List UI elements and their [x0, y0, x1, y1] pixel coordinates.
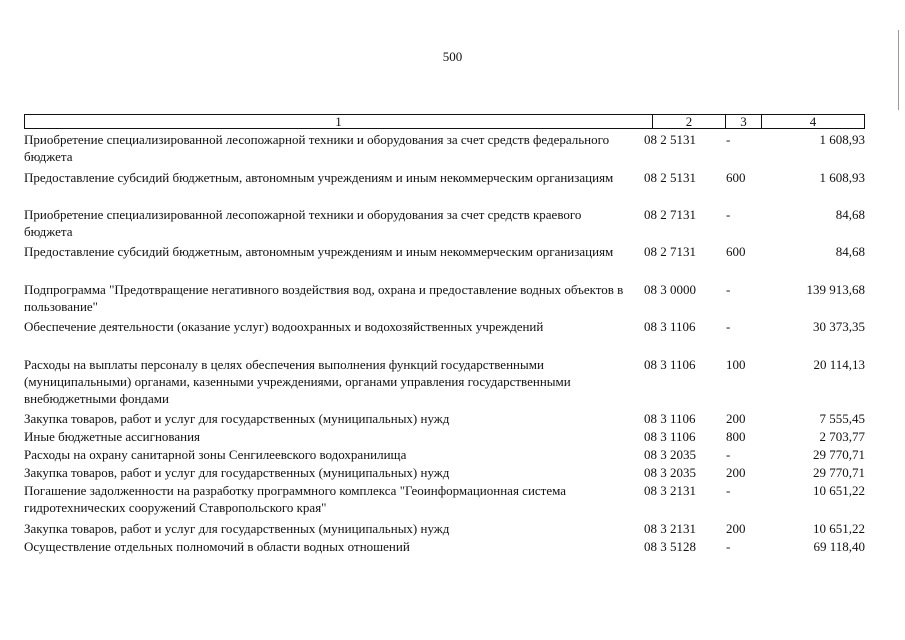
row-code: 08 3 2035: [644, 447, 696, 462]
row-code: 08 2 7131: [644, 207, 696, 222]
row-name: Предоставление субсидий бюджетным, автономным учреждениям и иным некоммерческим организациям: [24, 244, 614, 259]
table-row: [24, 482, 865, 520]
table-row: [24, 131, 865, 169]
header-col-4: 4: [809, 114, 817, 129]
row-code: 08 3 0000: [644, 282, 696, 297]
table-row: [24, 446, 865, 464]
row-sum: 10 651,22: [813, 483, 865, 498]
row-code: 08 2 5131: [644, 132, 696, 147]
row-code: 08 3 2131: [644, 483, 696, 498]
scan-edge-mark: [898, 30, 899, 110]
row-name: Закупка товаров, работ и услуг для государственных (муниципальных) нужд: [24, 521, 450, 536]
table-row: [24, 318, 865, 356]
row-code: 08 3 1106: [644, 429, 696, 444]
header-col-3: 3: [726, 115, 762, 128]
row-code: 08 3 2035: [644, 465, 696, 480]
row-type: 600: [726, 244, 746, 259]
row-type: -: [726, 132, 731, 147]
row-type: -: [726, 282, 731, 297]
row-sum: 10 651,22: [813, 521, 865, 536]
header-col-2: 2: [653, 115, 726, 128]
row-type: -: [726, 539, 731, 554]
row-name: Погашение задолженности на разработку программного комплекса "Геоинформационная система гидротехнических сооружений Ставропольского края": [24, 483, 567, 515]
row-name: Закупка товаров, работ и услуг для государственных (муниципальных) нужд: [24, 411, 450, 426]
row-code: 08 2 7131: [644, 244, 696, 259]
row-name: Расходы на выплаты персоналу в целях обеспечения выполнения функций государственными (муниципальными) органами, казенными учреждениями, органами управления государственными внебюджетными фондами: [24, 357, 571, 406]
row-name: Закупка товаров, работ и услуг для государственных (муниципальных) нужд: [24, 465, 450, 480]
table-row: [24, 169, 865, 206]
row-sum: 69 118,40: [813, 539, 865, 554]
row-code: 08 3 1106: [644, 319, 696, 334]
row-name: Приобретение специализированной лесопожарной техники и оборудования за счет средств федерального бюджета: [24, 132, 610, 164]
row-sum: 30 373,35: [813, 319, 865, 334]
row-code: 08 3 2131: [644, 521, 696, 536]
row-type: 200: [726, 411, 746, 426]
row-type: -: [726, 483, 731, 498]
row-sum: 20 114,13: [813, 357, 865, 372]
row-sum: 7 555,45: [819, 411, 865, 426]
table-row: [24, 281, 865, 318]
row-code: 08 3 1106: [644, 411, 696, 426]
page-number: 500: [442, 49, 463, 64]
row-name: Подпрограмма "Предотвращение негативного воздействия вод, охрана и предоставление водных объектов в пользование": [24, 282, 624, 314]
row-sum: 139 913,68: [806, 282, 865, 297]
table-row: [24, 206, 865, 243]
row-sum: 1 608,93: [819, 170, 865, 185]
row-sum: 29 770,71: [813, 447, 865, 462]
row-sum: 29 770,71: [813, 465, 865, 480]
row-sum: 84,68: [835, 244, 865, 259]
table-row: [24, 243, 865, 281]
table-row: [24, 520, 865, 538]
row-name: Расходы на охрану санитарной зоны Сенгилеевского водохранилища: [24, 447, 407, 462]
row-code: 08 3 5128: [644, 539, 696, 554]
row-sum: 1 608,93: [819, 132, 865, 147]
table-body: [24, 131, 865, 556]
row-type: -: [726, 447, 731, 462]
row-type: -: [726, 207, 731, 222]
row-type: 100: [726, 357, 746, 372]
row-type: 800: [726, 429, 746, 444]
row-name: Осуществление отдельных полномочий в области водных отношений: [24, 539, 410, 554]
row-type: 200: [726, 521, 746, 536]
row-type: -: [726, 319, 731, 334]
row-sum: 2 703,77: [819, 429, 865, 444]
table-row: [24, 428, 865, 446]
table-row: [24, 410, 865, 428]
row-name: Иные бюджетные ассигнования: [24, 429, 201, 444]
row-type: 200: [726, 465, 746, 480]
row-code: 08 2 5131: [644, 170, 696, 185]
table-row: [24, 538, 865, 556]
row-name: Обеспечение деятельности (оказание услуг) водоохранных и водохозяйственных учреждений: [24, 319, 544, 334]
row-sum: 84,68: [835, 207, 865, 222]
table-row: [24, 356, 865, 410]
table-row: [24, 464, 865, 482]
table-header: [24, 114, 865, 129]
header-col-1: 1: [25, 115, 653, 128]
row-code: 08 3 1106: [644, 357, 696, 372]
row-type: 600: [726, 170, 746, 185]
row-name: Предоставление субсидий бюджетным, автономным учреждениям и иным некоммерческим организациям: [24, 170, 614, 185]
row-name: Приобретение специализированной лесопожарной техники и оборудования за счет средств краевого бюджета: [24, 207, 582, 239]
